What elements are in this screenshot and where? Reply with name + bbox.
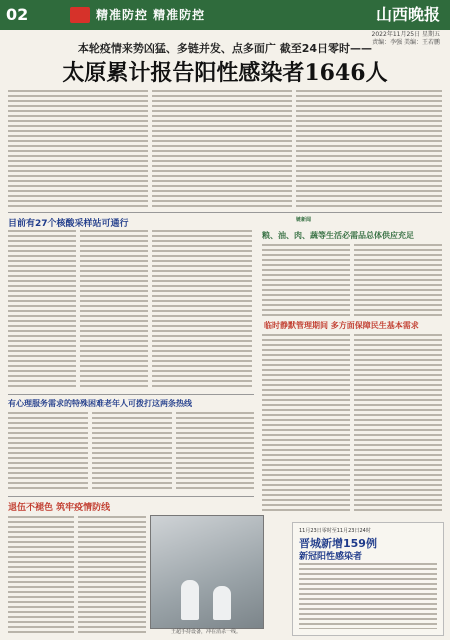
jincheng-subheadline: 新冠阳性感染者 [299, 552, 363, 562]
lead-body-col-1 [8, 90, 148, 208]
worker-figure [213, 586, 231, 620]
divider [8, 212, 442, 213]
jincheng-kicker: 11月23日零时至11月23日24时 [299, 528, 371, 534]
section-banner: 精准防控 精准防控 [96, 8, 206, 22]
divider [8, 394, 254, 395]
section-title-supplies: 粮、油、肉、蔬等生活必需品总体供应充足 [262, 231, 414, 240]
editor-text: 责编：李强 美编：王若鹏 [372, 39, 440, 46]
section-1-col-2 [80, 230, 148, 390]
section-3-col-1 [262, 334, 350, 514]
page-badge [70, 7, 90, 23]
page-number: 02 [6, 5, 29, 24]
photo-caption: 王超手持设备，冲在消杀一线。 [170, 629, 241, 635]
header-bar [0, 0, 450, 30]
section-1-col-1 [8, 230, 76, 390]
lead-kicker: 本轮疫情来势凶猛、多链并发、点多面广 截至24日零时—— [77, 42, 373, 55]
divider [8, 496, 254, 497]
section-4-col-3 [176, 412, 254, 492]
section-title-stations: 目前有27个核酸采样站可通行 [8, 219, 129, 229]
section-5-col-2 [78, 516, 146, 634]
section-2-col-1 [262, 244, 350, 316]
section-2-col-2 [354, 244, 442, 316]
section-title-hotline: 有心理服务需求的特殊困难老年人可拨打这两条热线 [8, 399, 192, 408]
date-text: 2022年11月25日 星期五 [371, 31, 440, 38]
news-photo [150, 515, 264, 629]
jincheng-headline: 晋城新增159例 [299, 537, 377, 550]
section-4-col-2 [92, 412, 172, 492]
section-title-veteran: 退伍不褪色 筑牢疫情防线 [8, 503, 111, 513]
masthead: 山西晚报 [375, 5, 440, 24]
section-4-col-1 [8, 412, 88, 492]
section-title-livelihood: 临时静默管理期间 多方面保障民生基本需求 [264, 321, 419, 330]
mid-tag: 链新闻 [296, 217, 312, 223]
lead-body-col-2 [152, 90, 292, 208]
section-3-col-2 [354, 334, 442, 514]
section-1-col-3 [152, 230, 252, 390]
jincheng-box [292, 522, 444, 636]
lead-body-col-3 [296, 90, 442, 208]
worker-figure [181, 580, 199, 620]
lead-headline: 太原累计报告阳性感染者1646人 [62, 60, 388, 86]
jincheng-body [299, 563, 437, 629]
section-5-col-1 [8, 516, 74, 634]
